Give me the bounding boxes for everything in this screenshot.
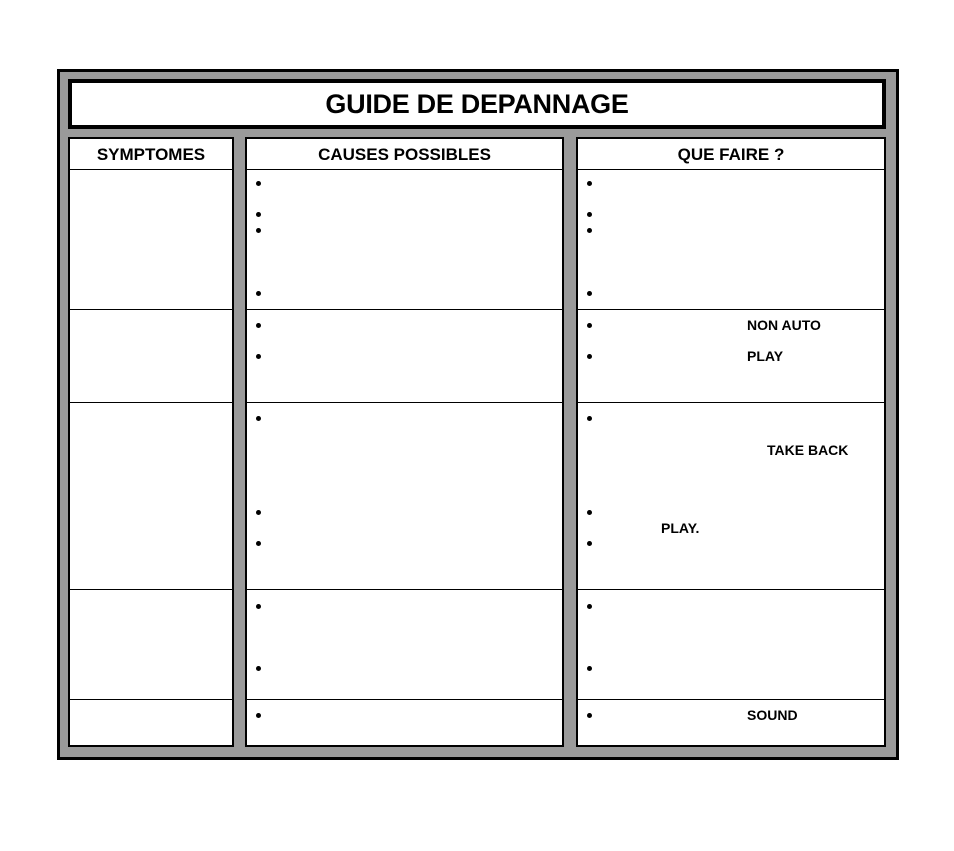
bullet-icon	[587, 212, 592, 217]
row-divider	[247, 309, 562, 310]
bullet-icon	[256, 354, 261, 359]
bullet-icon	[587, 181, 592, 186]
bullet-icon	[256, 666, 261, 671]
bullet-icon	[587, 510, 592, 515]
bullet-icon	[256, 228, 261, 233]
bullet-icon	[587, 228, 592, 233]
header-causes: CAUSES POSSIBLES	[318, 144, 491, 164]
bullet-icon	[256, 212, 261, 217]
row-divider	[247, 402, 562, 403]
bullet-icon	[256, 541, 261, 546]
row-divider	[70, 589, 232, 590]
header-symptomes: SYMPTOMES	[96, 144, 206, 164]
page-title: GUIDE DE DEPANNAGE	[325, 88, 629, 119]
bullet-icon	[587, 323, 592, 328]
bullet-icon	[587, 416, 592, 421]
row-divider	[247, 699, 562, 700]
row-divider	[578, 589, 884, 590]
bullet-icon	[256, 510, 261, 515]
row-divider	[70, 402, 232, 403]
row-divider	[70, 309, 232, 310]
bullet-icon	[587, 541, 592, 546]
row-divider	[70, 699, 232, 700]
row-divider	[578, 309, 884, 310]
row-divider	[578, 699, 884, 700]
title-box	[68, 79, 886, 129]
row-divider	[578, 402, 884, 403]
bullet-icon	[587, 713, 592, 718]
note-play-dot: PLAY.	[661, 520, 700, 536]
bullet-icon	[256, 323, 261, 328]
header-que-faire: QUE FAIRE ?	[677, 144, 785, 164]
row-divider	[578, 169, 884, 170]
bullet-icon	[587, 666, 592, 671]
bullet-icon	[587, 604, 592, 609]
bullet-icon	[256, 291, 261, 296]
column-symptomes	[68, 137, 234, 747]
row-divider	[247, 589, 562, 590]
bullet-icon	[587, 354, 592, 359]
row-divider	[70, 169, 232, 170]
note-take-back: TAKE BACK	[767, 442, 849, 458]
bullet-icon	[587, 291, 592, 296]
column-que-faire	[576, 137, 886, 747]
bullet-icon	[256, 604, 261, 609]
column-causes	[245, 137, 564, 747]
bullet-icon	[256, 181, 261, 186]
note-non-auto: NON AUTO	[747, 317, 821, 333]
note-sound: SOUND	[747, 707, 798, 723]
bullet-icon	[256, 713, 261, 718]
row-divider	[247, 169, 562, 170]
note-play: PLAY	[747, 348, 784, 364]
bullet-icon	[256, 416, 261, 421]
